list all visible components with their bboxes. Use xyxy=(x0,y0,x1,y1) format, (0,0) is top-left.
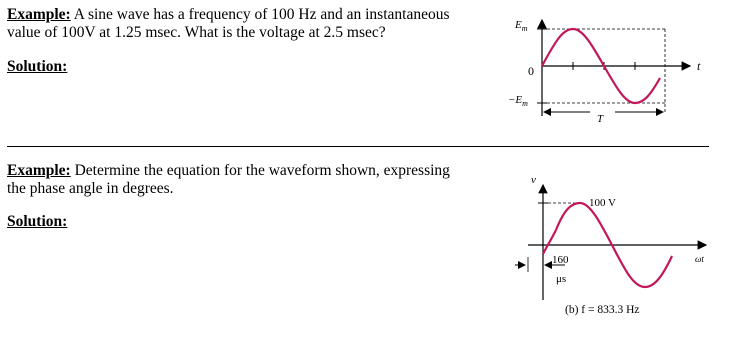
fig2-v-label: v xyxy=(531,174,536,186)
example1-text-line1: A sine wave has a frequency of 100 Hz and an instantaneous xyxy=(70,6,450,23)
example2-text-line1: Determine the equation for the waveform shown, expressing xyxy=(70,162,450,179)
example1-solution-label: Solution: xyxy=(7,58,68,75)
fig2-peak-label: 100 V xyxy=(589,197,616,209)
example1-text-line2: value of 100V at 1.25 msec. What is the voltage at 2.5 msec? xyxy=(7,24,386,41)
example2-label: Example: xyxy=(7,162,71,179)
example2-text-line2: the phase angle in degrees. xyxy=(7,180,174,197)
fig1-t-axis-label: t xyxy=(697,59,701,73)
fig1-period-label: T xyxy=(597,113,604,125)
example2-solution-label: Solution: xyxy=(7,213,68,230)
fig2-shift-label-1: 160 xyxy=(552,254,569,266)
fig1-em-label: $E_m$ xyxy=(515,19,528,33)
example1-label: Example: xyxy=(7,6,71,23)
fig1-zero-label: 0 xyxy=(528,64,534,78)
fig1-neg-em-label: $-E_m$ xyxy=(508,94,528,108)
fig2-shift-label-2: μs xyxy=(556,273,567,285)
fig2-caption: (b) f = 833.3 Hz xyxy=(565,304,640,316)
fig2-axis-label: ωt xyxy=(695,254,704,264)
